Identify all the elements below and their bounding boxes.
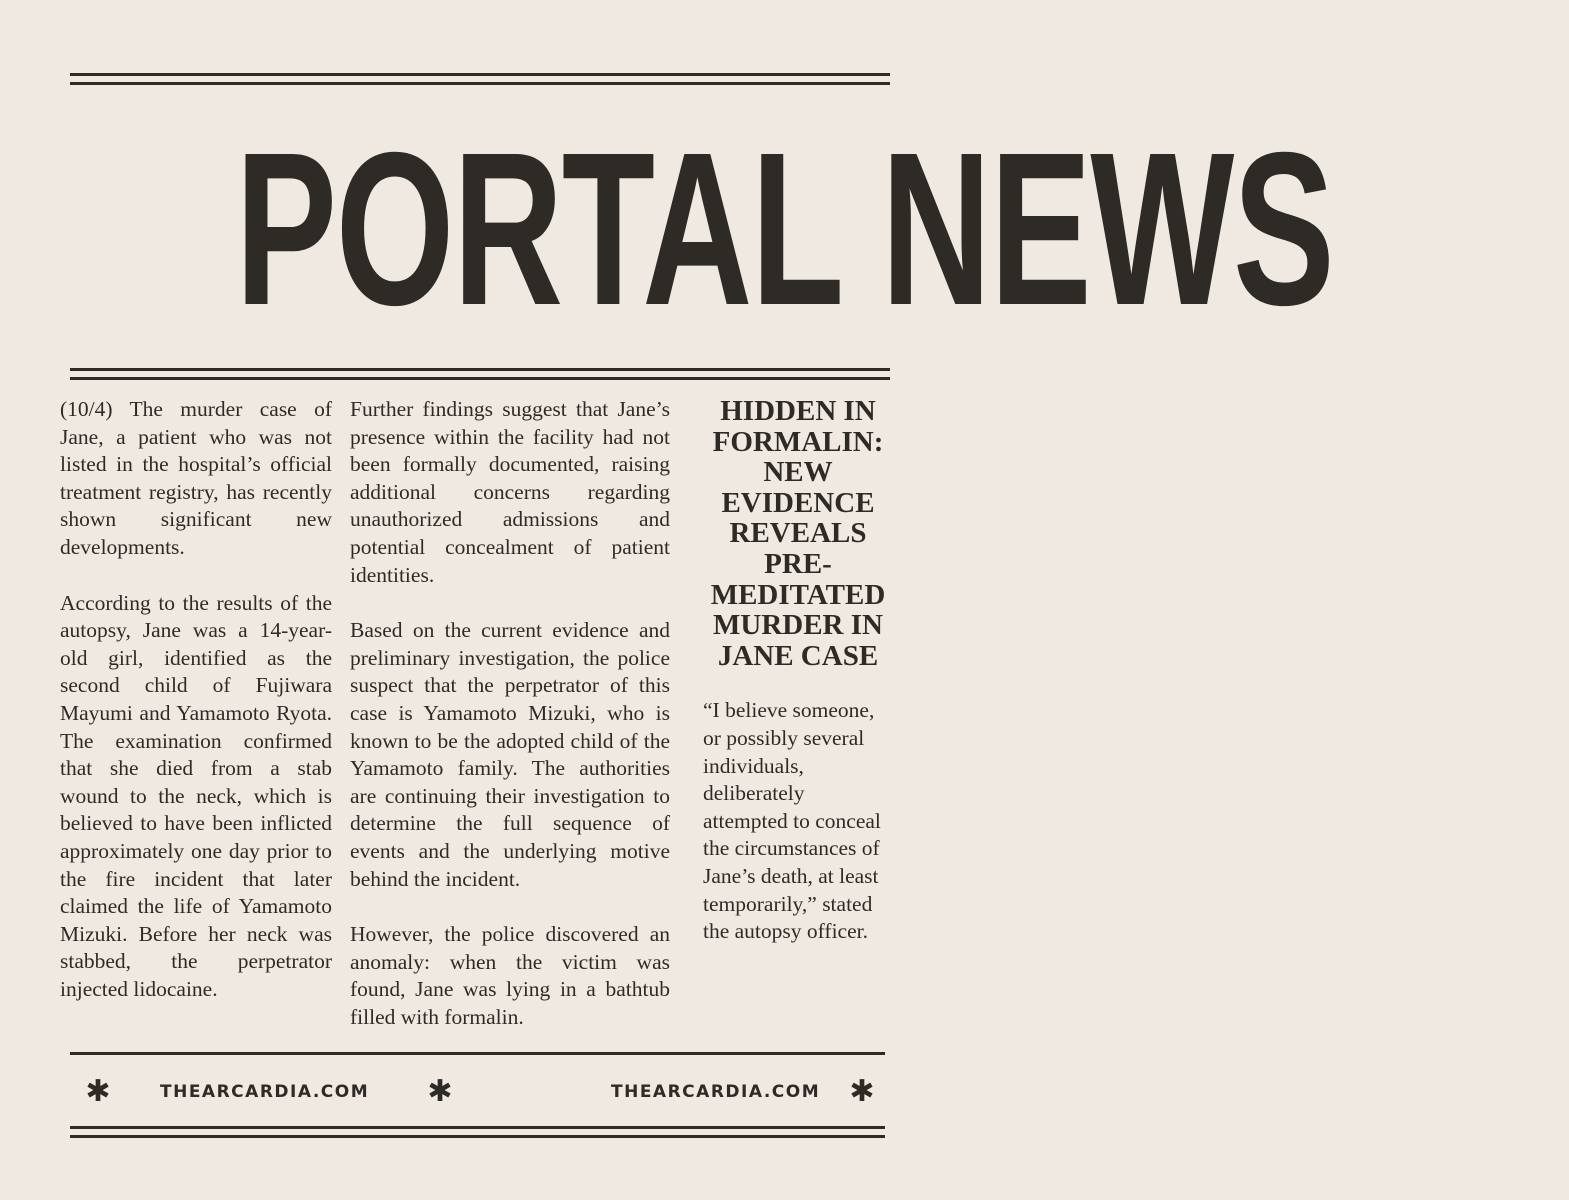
asterisk-icon: ✱ bbox=[849, 1074, 875, 1109]
sidebar-headline: HIDDEN IN FORMALIN: NEW EVIDENCE REVEALS PRE-MEDITATED MURDER IN JANE CASE bbox=[710, 395, 886, 672]
footer-rule-1 bbox=[70, 1126, 885, 1129]
site-link-right[interactable]: THEARCARDIA.COM bbox=[611, 1082, 821, 1102]
asterisk-icon: ✱ bbox=[427, 1074, 453, 1109]
site-link-left[interactable]: THEARCARDIA.COM bbox=[160, 1082, 370, 1102]
article-paragraph: (10/4) The murder case of Jane, a patient who was not listed in the hospital’s official treatment registry, has recently shown significant new developments. bbox=[60, 397, 332, 559]
masthead-rule-2 bbox=[70, 377, 890, 380]
article-column-1 bbox=[60, 396, 332, 1031]
article-paragraph: Further findings suggest that Jane’s presence within the facility had not been formally documented, raising additional concerns regarding unauthorized admissions and potential concealment of patient identities. bbox=[350, 397, 670, 587]
footer-rule-2 bbox=[70, 1135, 885, 1138]
sidebar-column bbox=[703, 396, 893, 974]
masthead bbox=[0, 108, 1334, 351]
masthead-title: PORTAL NEWS bbox=[235, 108, 1334, 351]
masthead-rule-1 bbox=[70, 368, 890, 371]
sidebar-quote: “I believe someone, or possibly several individuals, deliberately attempted to conceal the circumstances of Jane’s death, at least temporarily,” stated the autopsy officer. bbox=[703, 698, 881, 944]
footer-rule-top bbox=[70, 1052, 885, 1055]
article-paragraph: According to the results of the autopsy, Jane was a 14-year-old girl, identified as the second child of Fujiwara Mayumi and Yamamoto Ryota. The examination confirmed that she died from a stab wound to the neck, which is believed to have been inflicted approximately one day prior to the fire incident that later claimed the life of Yamamoto Mizuki. Before her neck was stabbed, the perpetrator injected lidocaine. bbox=[60, 590, 332, 1001]
asterisk-icon: ✱ bbox=[85, 1074, 111, 1109]
article-column-2 bbox=[350, 396, 670, 1059]
article-paragraph: However, the police discovered an anomaly: when the victim was found, Jane was lying in a bathtub filled with formalin. bbox=[350, 922, 670, 1029]
top-rule-2 bbox=[70, 82, 890, 85]
top-rule-1 bbox=[70, 73, 890, 76]
article-paragraph: Based on the current evidence and preliminary investigation, the police suspect that the perpetrator of this case is Yamamoto Mizuki, who is known to be the adopted child of the Yamamoto family. The authorities are continuing their investigation to determine the full sequence of events and the underlying motive behind the incident. bbox=[350, 618, 670, 891]
